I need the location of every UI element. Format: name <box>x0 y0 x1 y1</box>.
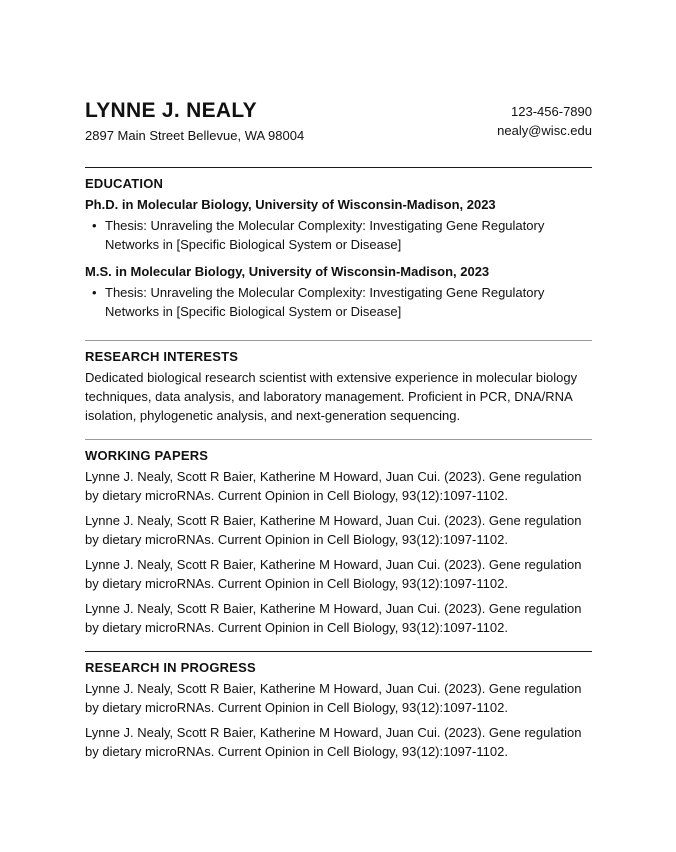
section-title-research-interests: RESEARCH INTERESTS <box>85 349 239 364</box>
section-title-education: EDUCATION <box>85 176 164 191</box>
list-item: • Thesis: Unraveling the Molecular Complexity: Investigating Gene Regulatory Networks in [Specific Biological System or Disease] <box>92 285 545 319</box>
section-title-research-in-progress: RESEARCH IN PROGRESS <box>85 660 256 675</box>
bullet-icon: • <box>92 218 97 233</box>
list-item: • Thesis: Unraveling the Molecular Complexity: Investigating Gene Regulatory Networks in [Specific Biological System or Disease] <box>92 218 545 252</box>
degree-title: M.S. in Molecular Biology, University of Wisconsin-Madison, 2023 <box>85 264 490 279</box>
bullet-icon: • <box>92 285 97 300</box>
email: nealy@wisc.edu <box>497 123 592 138</box>
publication-entry: Lynne J. Nealy, Scott R Baier, Katherine M Howard, Juan Cui. (2023). Gene regulation by dietary microRNAs. Current Opinion in Cell Biology, 93(12):1097-1102. <box>85 601 582 635</box>
section-title-working-papers: WORKING PAPERS <box>85 448 209 463</box>
publication-entry: Lynne J. Nealy, Scott R Baier, Katherine M Howard, Juan Cui. (2023). Gene regulation by dietary microRNAs. Current Opinion in Cell Biology, 93(12):1097-1102. <box>85 469 582 503</box>
resume-page <box>85 96 592 761</box>
publication-entry: Lynne J. Nealy, Scott R Baier, Katherine M Howard, Juan Cui. (2023). Gene regulation by dietary microRNAs. Current Opinion in Cell Biology, 93(12):1097-1102. <box>85 725 582 759</box>
degree-title: Ph.D. in Molecular Biology, University of Wisconsin-Madison, 2023 <box>85 197 496 212</box>
person-name: LYNNE J. NEALY <box>85 99 257 122</box>
phone: 123-456-7890 <box>511 104 592 119</box>
publication-entry: Lynne J. Nealy, Scott R Baier, Katherine M Howard, Juan Cui. (2023). Gene regulation by dietary microRNAs. Current Opinion in Cell Biology, 93(12):1097-1102. <box>85 513 582 547</box>
contact-info <box>497 102 592 140</box>
publication-entry: Lynne J. Nealy, Scott R Baier, Katherine M Howard, Juan Cui. (2023). Gene regulation by dietary microRNAs. Current Opinion in Cell Biology, 93(12):1097-1102. <box>85 557 582 591</box>
degree-bullets <box>85 283 592 321</box>
resume-header <box>85 96 592 160</box>
publication-entry: Lynne J. Nealy, Scott R Baier, Katherine M Howard, Juan Cui. (2023). Gene regulation by dietary microRNAs. Current Opinion in Cell Biology, 93(12):1097-1102. <box>85 681 582 715</box>
degree-bullets <box>85 216 592 254</box>
address: 2897 Main Street Bellevue, WA 98004 <box>85 128 305 143</box>
research-interests-text: Dedicated biological research scientist with extensive experience in molecular biology techniques, data analysis, and laboratory management. Proficient in PCR, DNA/RNA isolation, phylogenetic analysis, and next-generation sequencing. <box>85 370 578 423</box>
